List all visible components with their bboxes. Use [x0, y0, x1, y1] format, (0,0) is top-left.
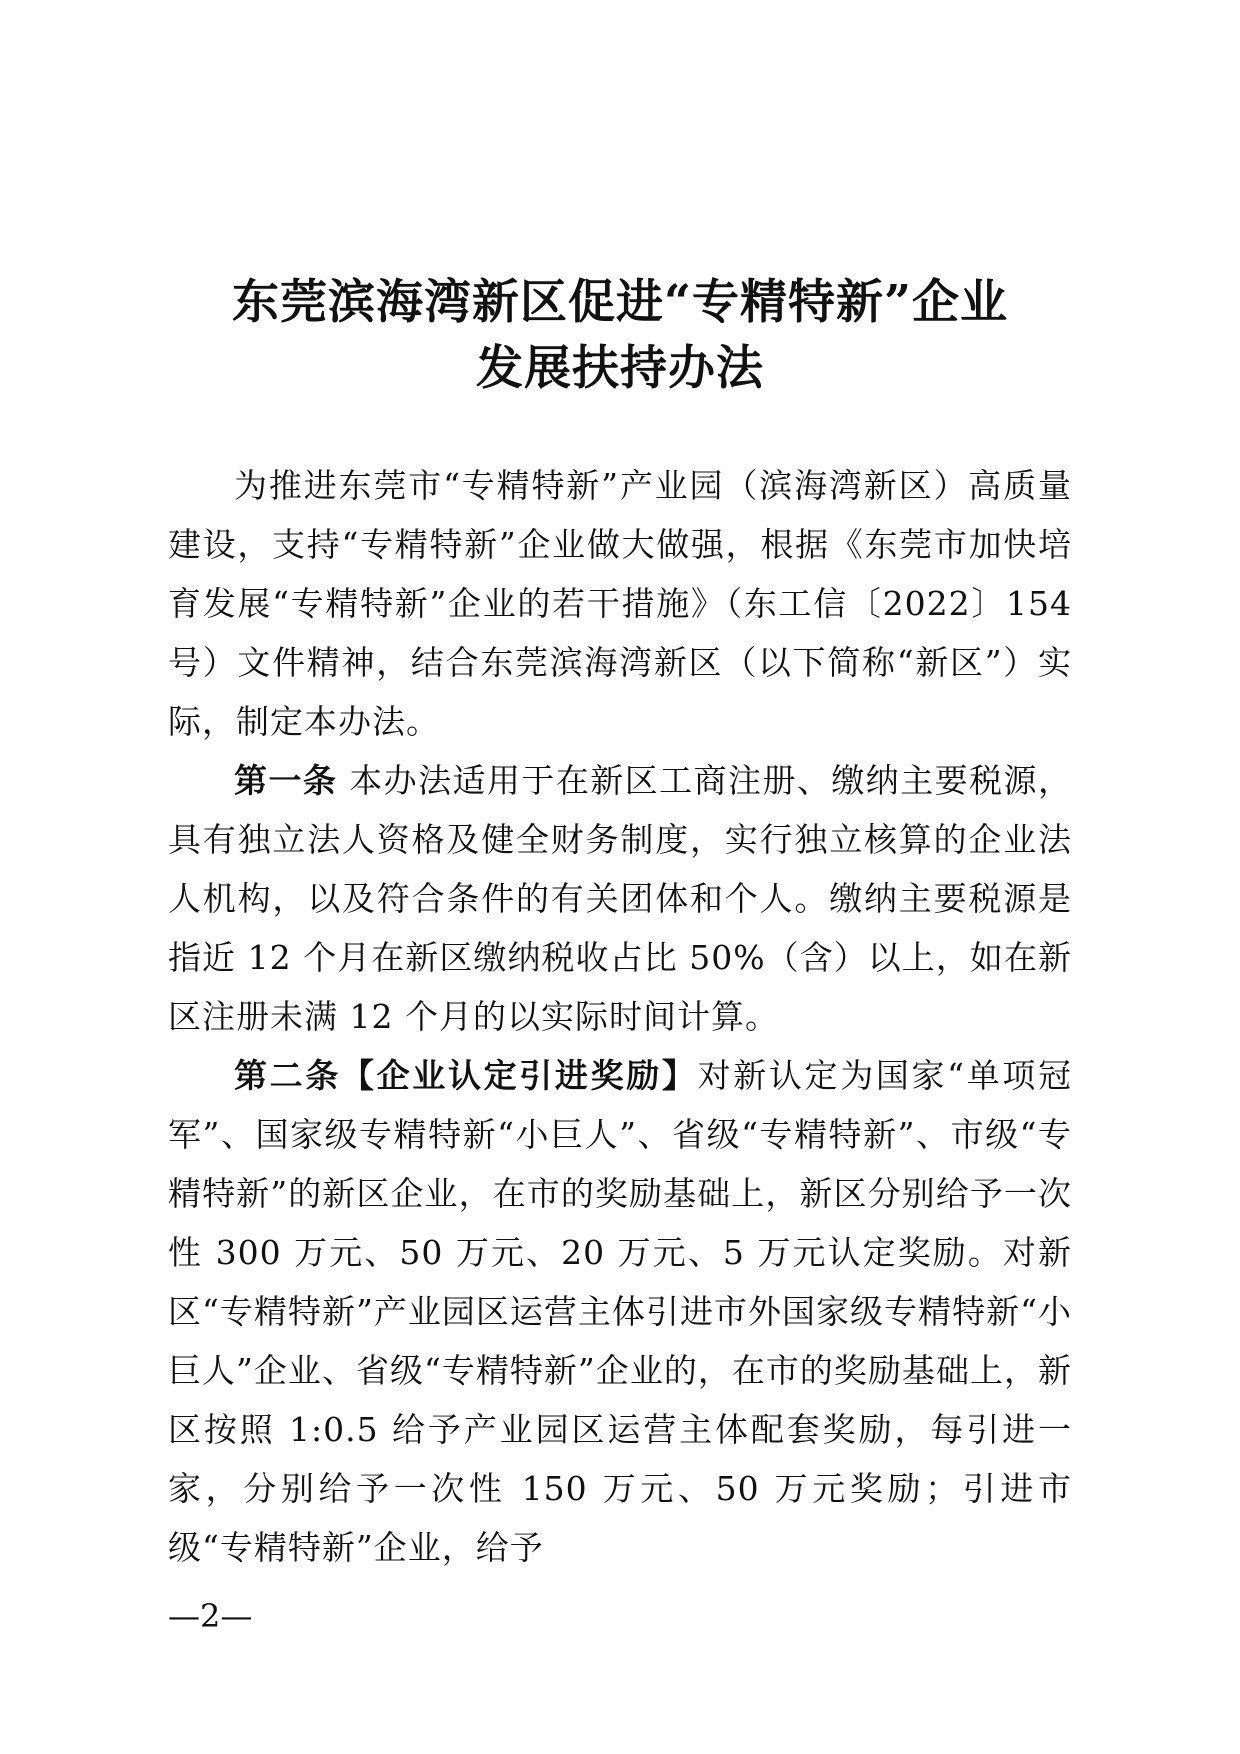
- article-1-paragraph: [168, 751, 1072, 1046]
- article-2-paragraph: [168, 1046, 1072, 1577]
- article-1-heading: 第一条: [234, 761, 338, 800]
- title-line-2: 发展扶持办法: [476, 341, 764, 396]
- article-1-text: 本办法适用于在新区工商注册、缴纳主要税源，具有独立法人资格及健全财务制度，实行独立核算的企业法人机构，以及符合条件的有关团体和个人。缴纳主要税源是指近 12 个月在新区缴纳税收占比 50%（含）以上，如在新区注册未满 12 个月的以实际时间计算。: [168, 761, 1072, 1036]
- document-body: [168, 456, 1072, 1577]
- title-line-1: 东莞滨海湾新区促进“专精特新”企业: [231, 275, 1009, 330]
- article-2-heading: 第二条【企业认定引进奖励】: [234, 1056, 698, 1095]
- article-2-text: 对新认定为国家“单项冠军”、国家级专精特新“小巨人”、省级“专精特新”、市级“专精特新”的新区企业，在市的奖励基础上，新区分别给予一次性 300 万元、50 万元、20 万元、5 万元认定奖励。对新区“专精特新”产业园区运营主体引进市外国家级专精特新“小巨人”企业、省级“专精特新”企业的，在市的奖励基础上，新区按照 1:0.5 给予产业园区运营主体配套奖励，每引进一家，分别给予一次性 150 万元、50 万元奖励；引进市级“专精特新”企业，给予: [168, 1056, 1073, 1567]
- intro-paragraph: 为推进东莞市“专精特新”产业园（滨海湾新区）高质量建设，支持“专精特新”企业做大做强，根据《东莞市加快培育发展“专精特新”企业的若干措施》（东工信〔2022〕154号）文件精神，结合东莞滨海湾新区（以下简称“新区”）实际，制定本办法。: [168, 466, 1072, 741]
- page-number: —2—: [168, 1597, 253, 1635]
- document-title: [160, 270, 1080, 402]
